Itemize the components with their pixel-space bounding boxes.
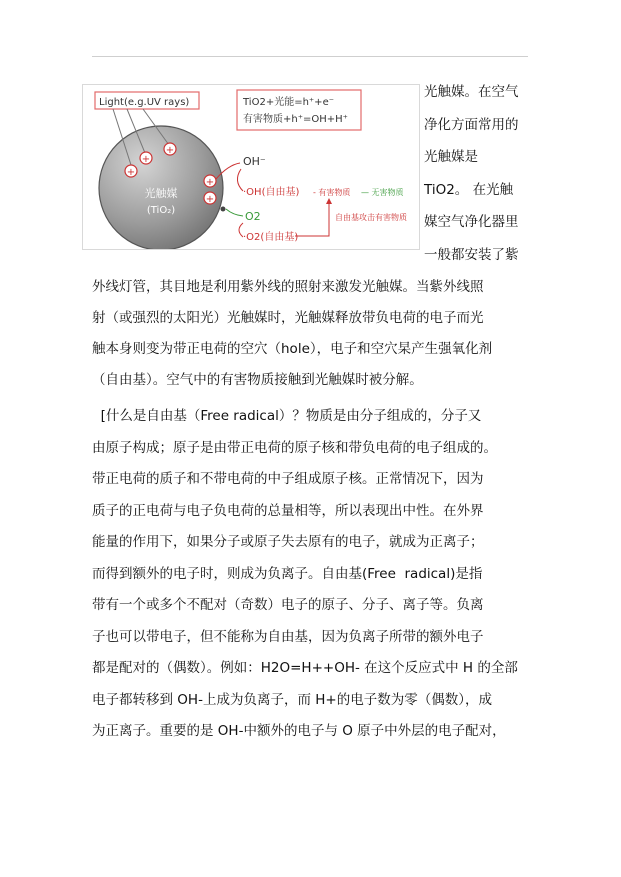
attack-arrowhead — [326, 198, 332, 204]
text-line: 都是配对的（偶数）。例如：H2O=H++OH- 在这个反应式中 H 的全部 — [92, 660, 518, 676]
core-label-2: (TiO₂) — [146, 205, 176, 216]
o2-radical-label: ·O2(自由基) — [243, 232, 299, 243]
text-line: 光触媒。在空气 — [424, 84, 519, 100]
paragraph-1 — [92, 272, 528, 396]
right-column-text — [424, 76, 528, 271]
text-line: [什么是自由基（Free radical）？物质是由分子组成的，分子又 — [92, 408, 482, 424]
text-line: 带正电荷的质子和不带电荷的中子组成原子核。正常情况下，因为 — [92, 471, 484, 487]
oh-radical-label: ·OH(自由基) — [243, 187, 300, 198]
core-label-1: 光触媒 — [144, 187, 178, 200]
o2-arrow — [226, 209, 243, 216]
hole-sign: + — [141, 154, 151, 165]
hole-sign: + — [205, 177, 215, 188]
o2-label: O2 — [245, 210, 261, 223]
header-rule — [92, 56, 528, 57]
hole-sign: + — [165, 145, 175, 156]
text-line: 为正离子。重要的是 OH-中额外的电子与 O 原子中外层的电子配对， — [92, 723, 506, 739]
paragraph-2 — [92, 401, 528, 748]
text-line: 带有一个或多个不配对（奇数）电子的原子、分子、离子等。负离 — [92, 597, 484, 613]
text-line: （自由基）。空气中的有害物质接触到光触媒时被分解。 — [92, 372, 423, 388]
text-line: 媒空气净化器里 — [424, 214, 519, 230]
text-line: 光触媒是 — [424, 149, 478, 165]
attack-arrow — [295, 201, 329, 236]
equation-2: 有害物质+h⁺=OH+H⁺ — [243, 114, 348, 125]
hole-sign: + — [126, 167, 136, 178]
text-line: 一般都安装了紫 — [424, 246, 519, 263]
diagram-svg — [83, 85, 419, 249]
text-line: 触本身则变为带正电荷的空穴（hole），电子和空穴杲产生强氧化剂 — [92, 341, 493, 357]
text-line: 由原子构成；原子是由带正电荷的原子核和带负电荷的电子组成的。 — [92, 439, 497, 456]
attack-label: 自由基攻击有害物质 — [335, 213, 407, 222]
hole-sign: + — [205, 194, 215, 205]
text-line: 而得到额外的电子时，则成为负离子。自由基(Free radical)是指 — [92, 565, 483, 582]
oh-minus-label: OH⁻ — [243, 155, 266, 168]
text-line: 电子都转移到 OH-上成为负离子，而 H+的电子数为零（偶数），成 — [92, 691, 492, 708]
text-line: 外线灯管，其目地是利用紫外线的照射来激发光触媒。当紫外线照 — [92, 279, 484, 295]
text-line: TiO2。 在光触 — [424, 181, 514, 198]
electron-dot — [221, 207, 226, 212]
equation-1: TiO2+光能=h⁺+e⁻ — [243, 97, 334, 108]
text-line: 能量的作用下，如果分子或原子失去原有的电子，就成为正离子； — [92, 534, 484, 550]
light-label: Light(e.g.UV rays) — [99, 97, 190, 108]
text-line: 子也可以带电子，但不能称为自由基，因为负离子所带的额外电子 — [92, 628, 484, 645]
harmful-label: - 有害物质 — [313, 188, 351, 197]
photocatalyst-diagram — [82, 84, 420, 250]
harmless-label: — 无害物质 — [361, 188, 404, 197]
text-line: 射（或强烈的太阳光）光触媒时，光触媒释放带负电荷的电子而光 — [92, 310, 484, 326]
text-line: 质子的正电荷与电子负电荷的总量相等，所以表现出中性。在外界 — [92, 502, 484, 519]
text-line: 净化方面常用的 — [424, 116, 519, 133]
